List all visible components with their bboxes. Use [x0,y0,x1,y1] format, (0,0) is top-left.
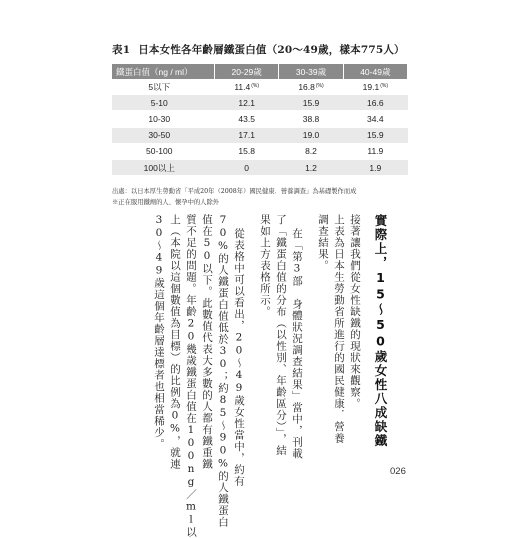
body-column: 從表格中可以看出，20～49歲女性當中，約有 [233,228,245,487]
value-cell: 34.4 [343,111,407,127]
col-header-level: 鐵蛋白值（ng / ml） [112,64,215,79]
value-cell: 15.8 [215,143,279,159]
col-header-40s: 40-49歲 [343,64,407,79]
value-cell: 0 [215,159,279,175]
table-title: 日本女性各年齡層鐵蛋白值（20～49歲，樣本775人） [138,44,405,56]
table-row [112,143,408,159]
page-number: 026 [390,466,406,477]
body-column: 調查結果。 [317,214,329,272]
value-cell: 43.5 [215,111,279,127]
table-row [112,159,408,175]
value-cell: 16.8(%) [279,79,343,95]
source-line: 出處：以日本厚生勞動省「平成20年（2008年）國民健康．營養調查」為基礎製作而成 [112,188,357,195]
table-row [112,127,408,143]
exclusion-note: ※正在服用鐵劑的人、懷孕中的人除外 [112,199,220,206]
value-cell: 11.9 [343,143,407,159]
level-cell: 5-10 [112,95,215,111]
body-column: 接著讓我們從女性缺鐵的現狀來觀察。 [349,214,361,410]
body-column: 質不足的問題。年齡20幾歲鐵蛋白值在100ng／ml以 [185,214,197,538]
body-column: 30～49歲這個年齡層達標者也相當稀少。 [153,214,165,450]
value-cell: 1.9 [343,159,407,175]
percent-unit: (%) [251,82,260,89]
body-column: 果如上方表格所示。 [259,214,271,318]
table-row [112,95,408,111]
percent-unit: (%) [315,82,324,89]
body-column: 上（本院以這個數值為目標）的比例為0%，就連 [169,214,181,470]
value-cell: 12.1 [215,95,279,111]
level-cell: 5以下 [112,79,215,95]
col-header-30s: 30-39歲 [279,64,343,79]
value-cell: 19.0 [279,127,343,143]
value-cell: 15.9 [343,127,407,143]
col-header-20s: 20-29歲 [215,64,279,79]
table-number: 表1 [112,44,131,56]
value-cell: 16.6 [343,95,407,111]
value-cell: 11.4(%) [215,79,279,95]
value-cell: 19.1(%) [343,79,407,95]
table-caption [112,42,405,57]
value-cell: 38.8 [279,111,343,127]
body-column: 值在50以下。此數值代表大多數的人都有鐵重鐵 [201,214,213,470]
section-heading: 實際上，15～50歲女性八成缺鐵 [373,214,388,448]
level-cell: 30-50 [112,127,215,143]
body-column: 上表為日本生勞動省所進行的國民健康．營養 [333,214,345,444]
value-cell: 17.1 [215,127,279,143]
percent-unit: (%) [380,82,388,89]
table-source-note [112,186,412,208]
body-column: 了「鐵蛋白值的分布（以性別、年齡區分）」，結 [275,214,287,457]
level-cell: 50-100 [112,143,215,159]
level-cell: 10-30 [112,111,215,127]
table-header-row [112,64,408,79]
body-column: 70%的人鐵蛋白值低於30；約85～90%的人鐵蛋白 [217,214,229,528]
table-row [112,111,408,127]
ferritin-table [112,64,408,176]
value-cell: 8.2 [279,143,343,159]
level-cell: 100以上 [112,159,215,175]
value-cell: 15.9 [279,95,343,111]
value-cell: 1.2 [279,159,343,175]
table-row [112,79,408,95]
body-column: 在「第3部 身體狀況調查結果」當中，刊載 [291,228,303,460]
